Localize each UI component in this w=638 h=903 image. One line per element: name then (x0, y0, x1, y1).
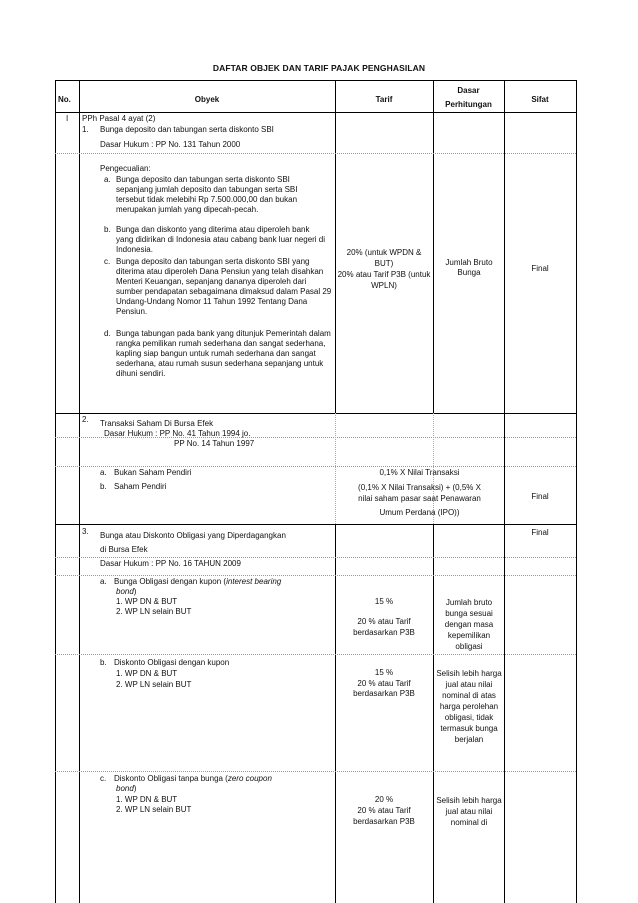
item-title-2: di Bursa Efek (100, 545, 148, 554)
s3-a-text: Bunga Obligasi dengan kupon ( (114, 577, 227, 586)
item-number: 1. (82, 125, 89, 134)
sifat-s1: Final (531, 264, 549, 273)
s2-a: Bukan Saham Pendiri (114, 468, 192, 477)
exceptions-label: Pengecualian: (100, 164, 151, 173)
s3-a-wp1: 1. WP DN & BUT (116, 597, 178, 606)
s3-c-wp2: 2. WP LN selain BUT (116, 805, 192, 814)
col-right-border (576, 80, 577, 903)
grid-dotted (55, 771, 576, 772)
item-number: 3. (82, 527, 89, 536)
s3-c-italic-2: bond (116, 784, 134, 793)
s3-a-letter: a. (100, 577, 107, 586)
s3-a-title-2 (116, 587, 136, 597)
grid-dotted (55, 557, 576, 558)
col-obyek-border-3 (335, 524, 336, 903)
s3-b-tarif2: 20 % atau Tarif (357, 679, 411, 688)
header-tarif: Tarif (375, 95, 393, 104)
s3-a-tarif1: 15 % (374, 597, 394, 606)
col-tarif-border (433, 80, 434, 413)
section-heading: PPh Pasal 4 ayat (2) (82, 114, 156, 123)
s3-c-dasar: Selisih lebih harga jual atau nilai nominal di (436, 796, 502, 827)
item-title: Transaksi Saham Di Bursa Efek (100, 419, 214, 428)
s3-c-tarif3: berdasarkan P3B (353, 817, 415, 826)
s3-c-wp1: 1. WP DN & BUT (116, 795, 178, 804)
s3-c-close: ) (133, 784, 137, 793)
dasar-s1: Jumlah Bruto Bunga (445, 258, 493, 277)
tarif-s1: 20% (untuk WPDN & BUT) 20% atau Tarif P3B (untuk WPLN) (337, 248, 431, 290)
header-dasar-line1: Dasar (457, 86, 480, 95)
exception-c: Bunga deposito dan tabungan serta diskonto SBI yang diterima atau diperoleh Dana Pensiun yang telah disahkan Menteri Keuangan, sepanjang dananya diperoleh dari sumber pendapatan sebagaimana dimaksud dalam Pasal 29 Undang-Undang Nomor 11 Tahun 1992 Tentang Dana Pensiun. (116, 257, 332, 316)
s3-c-letter: c. (100, 774, 107, 783)
s3-b-wp2: 2. WP LN selain BUT (116, 680, 192, 689)
sifat-s3: Final (531, 528, 549, 537)
s3-c-title (114, 774, 272, 784)
s3-a-italic-2: bond (116, 587, 134, 596)
s3-a-close: ) (133, 587, 137, 596)
col-tarif-border-3 (433, 524, 434, 903)
s2-b: Saham Pendiri (114, 482, 167, 491)
grid-dotted (55, 153, 576, 154)
exception-a-letter: a. (104, 175, 111, 184)
table-top-border (55, 80, 576, 81)
s3-c-title-2 (116, 784, 136, 794)
s3-a-dasar: Jumlah bruto bunga sesuai dengan masa kepemilikan obligasi (444, 598, 494, 651)
s3-b-wp1: 1. WP DN & BUT (116, 669, 178, 678)
s3-a-wp2: 2. WP LN selain BUT (116, 607, 192, 616)
exception-d-letter: d. (104, 329, 111, 338)
s3-a-tarif2: 20 % atau Tarif (357, 617, 411, 626)
item-title: Bunga atau Diskonto Obligasi yang Diperdagangkan (100, 531, 286, 540)
s3-c-italic: zero coupon (227, 774, 272, 783)
grid-dotted (55, 654, 576, 655)
exception-b: Bunga dan diskonto yang diterima atau diperoleh bank yang didirikan di Indonesia atau cabang bank luar negeri di Indonesia. (116, 225, 326, 254)
col-obyek-border (335, 80, 336, 413)
s2-a-letter: a. (100, 468, 107, 477)
s3-b-title: Diskonto Obligasi dengan kupon (114, 658, 230, 667)
s3-b-dasar: Selisih lebih harga jual atau nilai nominal di atas harga perolehan obligasi, tidak termasuk bunga berjalan (436, 669, 502, 744)
col-no-border (79, 80, 80, 903)
s3-a-tarif3: berdasarkan P3B (353, 628, 415, 637)
header-obyek: Obyek (194, 95, 220, 104)
item-legal-basis: Dasar Hukum : PP No. 131 Tahun 2000 (100, 140, 241, 149)
section-roman: I (66, 114, 69, 123)
s3-b-tarif3: berdasarkan P3B (353, 689, 415, 698)
item-legal-basis: Dasar Hukum : PP No. 16 TAHUN 2009 (100, 559, 241, 568)
s3-b-tarif1: 15 % (374, 668, 394, 677)
s3-c-tarif1: 20 % (374, 795, 394, 804)
tarif-s2-line1: 0,1% X Nilai Transaksi (379, 468, 460, 477)
item-legal-basis-2: PP No. 14 Tahun 1997 (174, 439, 255, 448)
row1-bottom-border (55, 413, 576, 414)
header-bottom-border (55, 112, 576, 113)
exception-a: Bunga deposito dan tabungan serta diskonto SBI sepanjang jumlah deposito dan tabungan serta SBI tersebut tidak melebihi Rp 7.500.000,00 dan bukan merupakan jumlah yang dipecah-pecah. (116, 175, 298, 214)
header-dasar-line2: Perhitungan (445, 100, 492, 109)
header-sifat: Sifat (531, 95, 549, 104)
exception-d: Bunga tabungan pada bank yang ditunjuk Pemerintah dalam rangka pemilikan rumah sederhana dan sangat sederhana, kapling siap bangun untuk rumah sederhana dan sangat sederhana, atau rumah susun sederhana sepanjang untuk dihuni sendiri. (116, 329, 331, 378)
tarif-s2-line2: (0,1% X Nilai Transaksi) + (0,5% X (358, 483, 481, 492)
sifat-s2: Final (531, 492, 549, 501)
exception-b-letter: b. (104, 225, 111, 234)
s3-a-title (114, 577, 281, 587)
item-legal-basis: Dasar Hukum : PP No. 41 Tahun 1994 jo. (104, 429, 251, 438)
item-number: 2. (82, 415, 89, 424)
tarif-s2-line4: Umum Perdana (IPO)) (379, 508, 460, 517)
tarif-s2-line3: nilai saham pasar saat Penawaran (358, 494, 481, 503)
s2-b-letter: b. (100, 482, 107, 491)
exception-c-letter: c. (104, 257, 111, 266)
header-no: No. (58, 95, 71, 104)
col-left-border (55, 80, 56, 903)
s3-c-tarif2: 20 % atau Tarif (357, 806, 411, 815)
item-title: Bunga deposito dan tabungan serta diskonto SBI (100, 125, 274, 134)
grid-dotted (55, 575, 576, 576)
s3-c-text: Diskonto Obligasi tanpa bunga ( (114, 774, 228, 783)
s3-a-italic: interest bearing (226, 577, 282, 586)
s3-b-letter: b. (100, 658, 107, 667)
grid-dotted (55, 466, 576, 467)
row2-bottom-border (55, 524, 576, 525)
document-title: DAFTAR OBJEK DAN TARIF PAJAK PENGHASILAN (212, 63, 426, 73)
